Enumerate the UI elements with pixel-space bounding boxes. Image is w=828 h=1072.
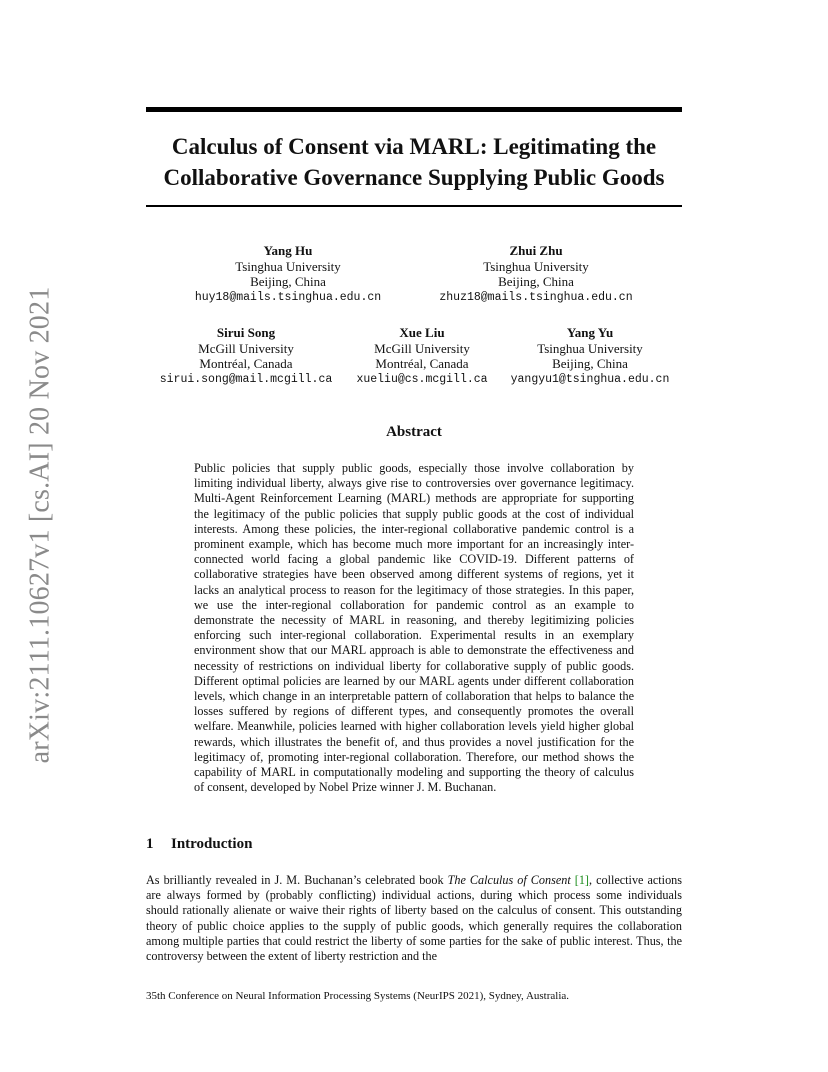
author-email[interactable]: yangyu1@tsinghua.edu.cn [510,372,670,386]
intro-text-rest: , collective actions are always formed by (probably conflicting) individual actions, during which process some individuals should rationally alienate or waive their rights of liberty based on the calculus of consent. This outstanding theory of public choice applies to the supply of public goods, which generally requires the collaboration among multiple parties that could restrict the liberty of some parties for the sake of public interest. Thus, the controversy between the extent of liberty restriction and the [146,873,682,964]
section-heading [146,836,252,853]
author-name: Yang Yu [566,325,614,340]
title-line-2: Collaborative Governance Supplying Public Goods [163,165,665,190]
author-location: Montréal, Canada [199,356,293,371]
author-affiliation: McGill University [374,340,470,356]
author-block-4 [344,325,500,387]
author-email[interactable]: sirui.song@mail.mcgill.ca [159,372,333,386]
intro-text-start: As brilliantly revealed in J. M. Buchanan’s celebrated book [146,873,448,887]
paper-title [146,131,682,193]
author-affiliation: Tsinghua University [235,258,341,274]
title-bottom-rule [146,205,682,207]
abstract-heading: Abstract [386,424,442,440]
author-email[interactable]: huy18@mails.tsinghua.edu.cn [194,290,382,304]
author-location: Beijing, China [552,356,628,371]
author-name: Xue Liu [399,325,445,340]
section-number: 1 [146,836,154,852]
author-email[interactable]: zhuz18@mails.tsinghua.edu.cn [439,290,633,304]
title-line-1: Calculus of Consent via MARL: Legitimating the [171,134,657,159]
author-affiliation: Tsinghua University [537,340,643,356]
author-affiliation: McGill University [198,340,294,356]
title-top-rule [146,107,682,112]
author-name: Yang Hu [263,243,313,258]
author-block-1 [176,243,400,305]
arxiv-stamp-text: arXiv:2111.10627v1 [cs.AI] 20 Nov 2021 [24,286,56,764]
author-block-5 [500,325,680,387]
citation-link[interactable]: [1] [574,873,589,887]
author-location: Montréal, Canada [375,356,469,371]
conference-footer: 35th Conference on Neural Information Processing Systems (NeurIPS 2021), Sydney, Australia. [146,990,570,1002]
abstract-text: Public policies that supply public goods, especially those involve collaboration by limiting individual liberty, always give rise to controversies over governance legitimacy. Multi-Agent Reinforcement Learning (MARL) methods are appropriate for supporting the legitimacy of the public policies that supply public goods at the cost of individual interests. Among these policies, the inter-regional collaborative pandemic control is a prominent example, which has become much more important for an increasingly inter-connected world facing a global pandemic like COVID-19. Different patterns of collaborative strategies have been observed among different systems of regions, yet it lacks an analytical process to reason for the legitimacy of those strategies. In this paper, we use the inter-regional collaboration for pandemic control as an example to demonstrate the necessity of MARL in reasoning, and thereby legitimizing policies enforcing such inter-regional collaboration. Experimental results in an exemplary environment show that our MARL approach is able to demonstrate the effectiveness and necessity of restrictions on individual liberty for collaborative supply of public goods. Different optimal policies are learned by our MARL agents under different collaboration levels, which change in an interpretable pattern of collaboration that helps to balance the losses suffered by regions of different types, and consequently promotes the overall welfare. Meanwhile, policies learned with higher collaboration levels yield higher global rewards, which illustrates the benefit of, and thus provides a novel justification for the legitimacy of, promoting inter-regional collaboration. Therefore, our method shows the capability of MARL in computationally modeling and supporting the theory of calculus of consent, developed by Nobel Prize winner J. M. Buchanan. [194,461,634,795]
introduction-paragraph [146,873,682,964]
author-name: Zhui Zhu [509,243,563,258]
author-affiliation: Tsinghua University [483,258,589,274]
author-email[interactable]: xueliu@cs.mcgill.ca [356,372,488,386]
author-location: Beijing, China [250,274,326,289]
author-block-2 [424,243,648,305]
section-title: Introduction [171,836,253,852]
author-block-3 [148,325,344,387]
author-location: Beijing, China [498,274,574,289]
book-title: The Calculus of Consent [447,873,571,887]
arxiv-stamp [18,286,62,764]
author-name: Sirui Song [216,325,276,340]
